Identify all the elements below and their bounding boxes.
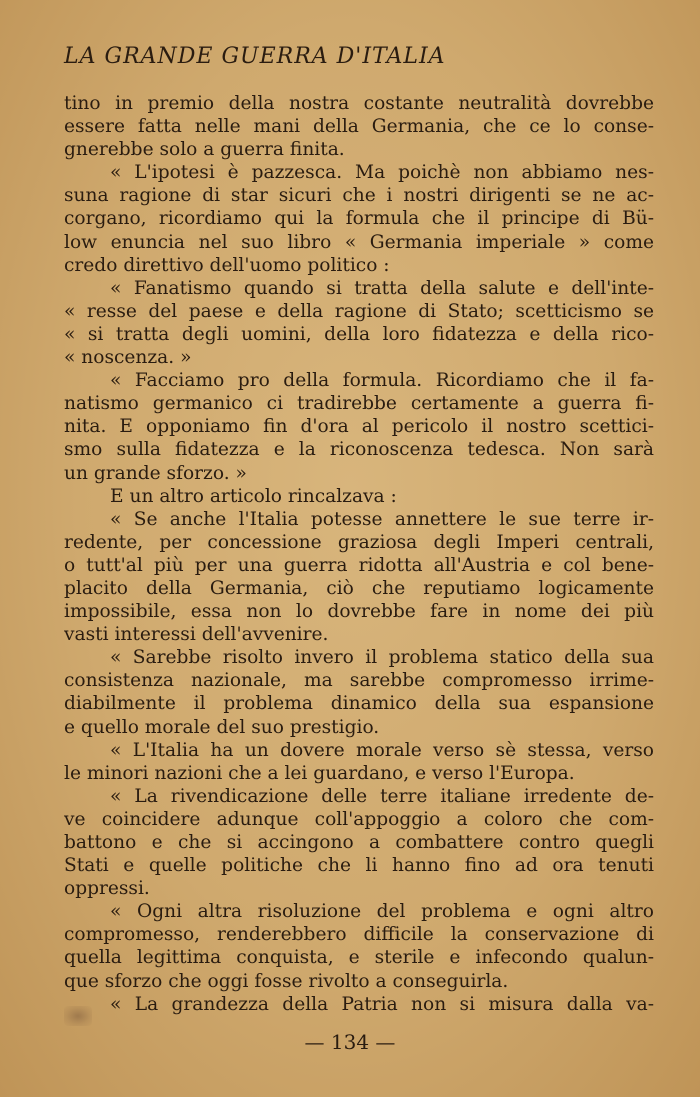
text-line: impossibile, essa non lo dovrebbe fare in nome dei più bbox=[64, 601, 654, 623]
text-line: « L'ipotesi è pazzesca. Ma poichè non abbiamo nes- bbox=[110, 162, 654, 184]
text-line: Stati e quelle politiche che li hanno fino ad ora tenuti bbox=[64, 855, 654, 877]
text-line: « La grandezza della Patria non si misura dalla va- bbox=[110, 993, 654, 1015]
text-line: gnerebbe solo a guerra finita. bbox=[64, 139, 345, 161]
body-text bbox=[64, 92, 654, 1016]
text-line: « Ogni altra risoluzione del problema e ogni altro bbox=[110, 901, 654, 923]
text-line: o tutt'al più per una guerra ridotta all'Austria e col bene- bbox=[64, 554, 654, 576]
running-title: LA GRANDE GUERRA D'ITALIA bbox=[64, 44, 446, 69]
text-line: consistenza nazionale, ma sarebbe compromesso irrime- bbox=[64, 670, 654, 692]
text-line: e quello morale del suo prestigio. bbox=[64, 716, 380, 738]
text-line: « L'Italia ha un dovere morale verso sè stessa, verso bbox=[110, 739, 654, 761]
text-line: « resse del paese e della ragione di Stato; scetticismo se bbox=[64, 300, 654, 322]
paper-stain bbox=[64, 1006, 92, 1026]
text-line: smo sulla fidatezza e la riconoscenza tedesca. Non sarà bbox=[64, 439, 654, 461]
text-line: corgano, ricordiamo qui la formula che il principe di Bü- bbox=[64, 208, 654, 230]
text-line: low enuncia nel suo libro « Germania imperiale » come bbox=[64, 231, 654, 253]
text-line: ve coincidere adunque coll'appoggio a coloro che com- bbox=[64, 808, 654, 830]
page-number: — 134 — bbox=[304, 1030, 396, 1054]
text-line: quella legittima conquista, e sterile e infecondo qualun- bbox=[64, 947, 654, 969]
text-line: credo direttivo dell'uomo politico : bbox=[64, 254, 390, 276]
text-line: que sforzo che oggi fosse rivolto a conseguirla. bbox=[64, 970, 509, 992]
text-line: « Sarebbe risolto invero il problema statico della sua bbox=[110, 647, 654, 669]
text-line: « Fanatismo quando si tratta della salute e dell'inte- bbox=[110, 277, 654, 299]
text-line: « La rivendicazione delle terre italiane irredente de- bbox=[110, 785, 654, 807]
text-line: tino in premio della nostra costante neutralità dovrebbe bbox=[64, 93, 654, 114]
text-line: redente, per concessione graziosa degli Imperi centrali, bbox=[64, 531, 654, 553]
text-line: essere fatta nelle mani della Germania, che ce lo conse- bbox=[64, 116, 654, 138]
text-line: « si tratta degli uomini, della loro fidatezza e della rico- bbox=[64, 323, 654, 345]
text-line: le minori nazioni che a lei guardano, e verso l'Europa. bbox=[64, 762, 575, 784]
text-line: natismo germanico ci tradirebbe certamente a guerra fi- bbox=[64, 393, 654, 415]
text-line: vasti interessi dell'avvenire. bbox=[64, 624, 329, 646]
text-line: compromesso, renderebbero difficile la conservazione di bbox=[64, 924, 654, 946]
text-line: placito della Germania, ciò che reputiamo logicamente bbox=[64, 577, 654, 599]
text-line: E un altro articolo rincalzava : bbox=[110, 485, 397, 507]
text-line: « noscenza. » bbox=[64, 347, 192, 369]
text-line: « Facciamo pro della formula. Ricordiamo che il fa- bbox=[110, 370, 654, 392]
text-line: diabilmente il problema dinamico della sua espansione bbox=[64, 693, 654, 715]
text-line: battono e che si accingono a combattere contro quegli bbox=[64, 832, 654, 853]
text-line: suna ragione di star sicuri che i nostri dirigenti se ne ac- bbox=[64, 185, 654, 207]
text-line: un grande sforzo. » bbox=[64, 462, 247, 484]
text-line: « Se anche l'Italia potesse annettere le sue terre ir- bbox=[110, 508, 654, 530]
text-line: oppressi. bbox=[64, 878, 150, 900]
text-line: nita. E opponiamo fin d'ora al pericolo il nostro scettici- bbox=[64, 416, 654, 438]
